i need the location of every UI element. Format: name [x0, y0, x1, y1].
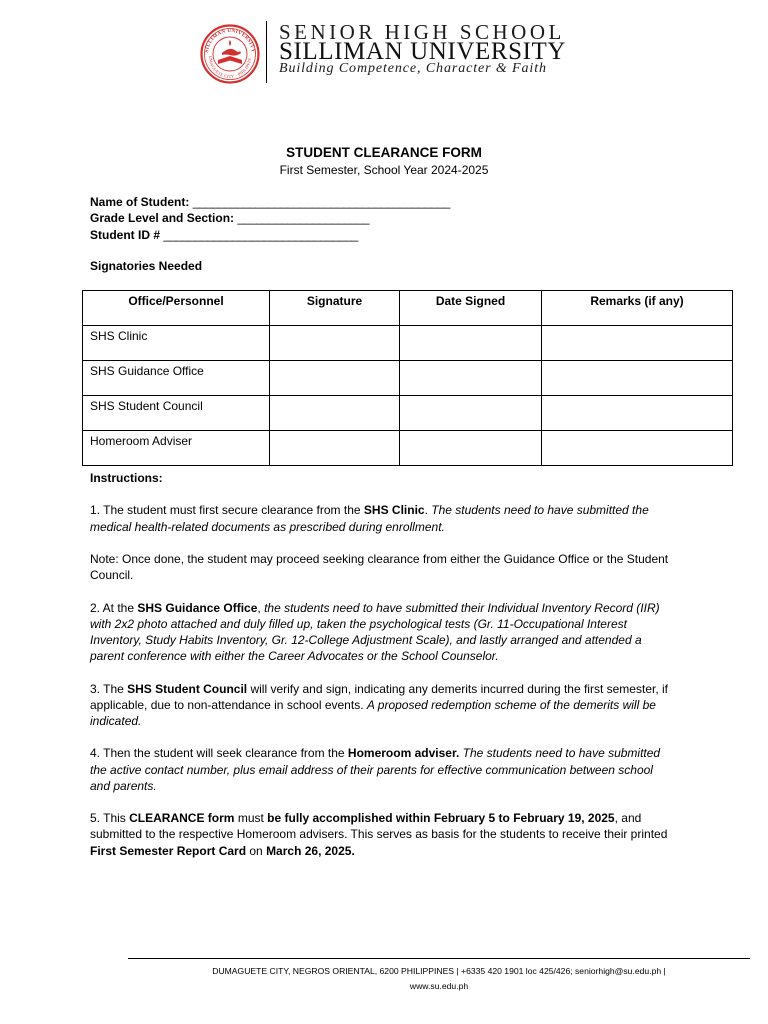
date-signed-cell	[400, 396, 542, 431]
remarks-cell	[542, 431, 733, 466]
instruction-text: will verify and sign, indicating any demerits incurred during the first semester, if applicable, due to non-attendance in school events.	[90, 681, 668, 712]
instructions-heading: Instructions:	[90, 471, 163, 485]
instruction-text: CLEARANCE form	[129, 811, 235, 826]
instructions-section	[90, 470, 670, 875]
remarks-cell	[542, 396, 733, 431]
field-blank: _______________________________	[163, 227, 358, 242]
signature-cell	[270, 326, 400, 361]
instruction-text: March 26, 2025.	[266, 843, 355, 858]
field-label: Student ID #	[90, 227, 161, 242]
date-signed-cell	[400, 361, 542, 396]
instruction-text: must	[234, 811, 268, 826]
column-header: Date Signed	[400, 291, 542, 326]
instruction-text: be fully accomplished within February 5 to February 19, 2025	[267, 811, 615, 826]
svg-text:DUMAGUETE CITY · PHILIPPINES: UMAGUETE CITY · PHILIPPIN	[207, 55, 253, 80]
field-blank: _________________________________________	[192, 195, 450, 209]
instruction-text: ,	[257, 600, 265, 615]
office-cell: SHS Student Council	[83, 396, 270, 431]
instruction-text: 5. This	[90, 811, 130, 826]
field-label: Name of Student:	[90, 195, 190, 209]
form-subtitle: First Semester, School Year 2024-2025	[279, 163, 489, 177]
signature-cell	[270, 361, 400, 396]
student-name-field	[90, 194, 450, 210]
instruction-text: .	[424, 503, 432, 518]
instruction-text: SHS Student Council	[127, 681, 248, 696]
signature-cell	[270, 431, 400, 466]
date-signed-cell	[400, 431, 542, 466]
remarks-cell	[542, 326, 733, 361]
signatories-heading: Signatories Needed	[90, 259, 203, 273]
office-cell: SHS Clinic	[83, 326, 270, 361]
signature-cell	[270, 396, 400, 431]
instruction-text: 4. Then the student will seek clearance from the	[90, 746, 348, 761]
instruction-text: SHS Guidance Office	[137, 600, 258, 615]
date-signed-cell	[400, 326, 542, 361]
page-footer	[128, 964, 750, 994]
svg-text:SILLIMAN UNIVERSITY: SILLIMAN UNIVERSITY	[204, 27, 257, 53]
instruction-text: 1. The student must first secure clearance from the	[90, 503, 364, 518]
table-row	[83, 396, 733, 431]
instruction-item	[90, 745, 670, 794]
footer-divider	[128, 958, 750, 959]
office-cell: Homeroom Adviser	[83, 431, 270, 466]
instruction-text: , and submitted to the respective Homeroom advisers. This serves as basis for the students to receive their printed	[90, 811, 668, 842]
column-header: Remarks (if any)	[542, 291, 733, 326]
signatories-table	[82, 290, 733, 466]
instruction-item	[90, 551, 670, 583]
instructions-list	[90, 502, 670, 858]
university-motto: Building Competence, Character & Faith	[279, 61, 547, 76]
instruction-item	[90, 681, 670, 730]
form-title: STUDENT CLEARANCE FORM	[286, 145, 482, 160]
instruction-text: SHS Clinic	[363, 503, 425, 518]
instruction-text: First Semester Report Card	[90, 843, 247, 858]
instruction-text: the students need to have submitted their Individual Inventory Record (IIR) with 2x2 photo attached and duly filled up, taken the psychological tests (Gr. 11-Occupational Interest Inventory, Study Habits Inventory, Gr. 12-College Adjustment Scale), and lastly arranged and attended a parent conference with either the Career Advocates or the School Counselor.	[90, 600, 660, 664]
grade-section-field	[90, 210, 450, 226]
instruction-text: The students need to have submitted the active contact number, plus email address of their parents for effective communication between school and parents.	[90, 746, 661, 793]
university-name: SILLIMAN UNIVERSITY	[279, 38, 567, 65]
column-header: Signature	[270, 291, 400, 326]
table-row	[83, 361, 733, 396]
instruction-text: 3. The	[90, 681, 128, 696]
remarks-cell	[542, 361, 733, 396]
student-id-field	[90, 227, 450, 243]
table-header-row	[83, 291, 733, 326]
instruction-text: A proposed redemption scheme of the demerits will be indicated.	[90, 697, 656, 728]
footer-website: www.su.edu.ph	[409, 981, 469, 991]
instruction-item	[90, 810, 670, 859]
footer-address: DUMAGUETE CITY, NEGROS ORIENTAL, 6200 PHILIPPINES | +6335 420 1901 loc 425/426; seniorhigh@su.edu.ph |	[212, 966, 666, 976]
header-divider	[266, 21, 267, 83]
field-blank: _____________________	[237, 211, 370, 226]
column-header: Office/Personnel	[83, 291, 270, 326]
instruction-text: The students need to have submitted the medical health-related documents as prescribed during enrollment.	[90, 503, 649, 534]
instruction-text: Note: Once done, the student may proceed seeking clearance from either the Guidance Office or the Student Council.	[90, 551, 669, 583]
table-row	[83, 431, 733, 466]
university-seal-logo	[196, 24, 264, 84]
field-label: Grade Level and Section:	[90, 211, 235, 226]
instruction-text: on	[246, 843, 267, 858]
student-info-fields	[90, 194, 450, 243]
instruction-text: Homeroom adviser.	[347, 746, 460, 761]
instruction-item	[90, 502, 670, 534]
instruction-item	[90, 600, 670, 665]
instruction-text: 2. At the	[90, 600, 138, 615]
school-name: SENIOR HIGH SCHOOL	[279, 20, 565, 44]
office-cell: SHS Guidance Office	[83, 361, 270, 396]
table-row	[83, 326, 733, 361]
